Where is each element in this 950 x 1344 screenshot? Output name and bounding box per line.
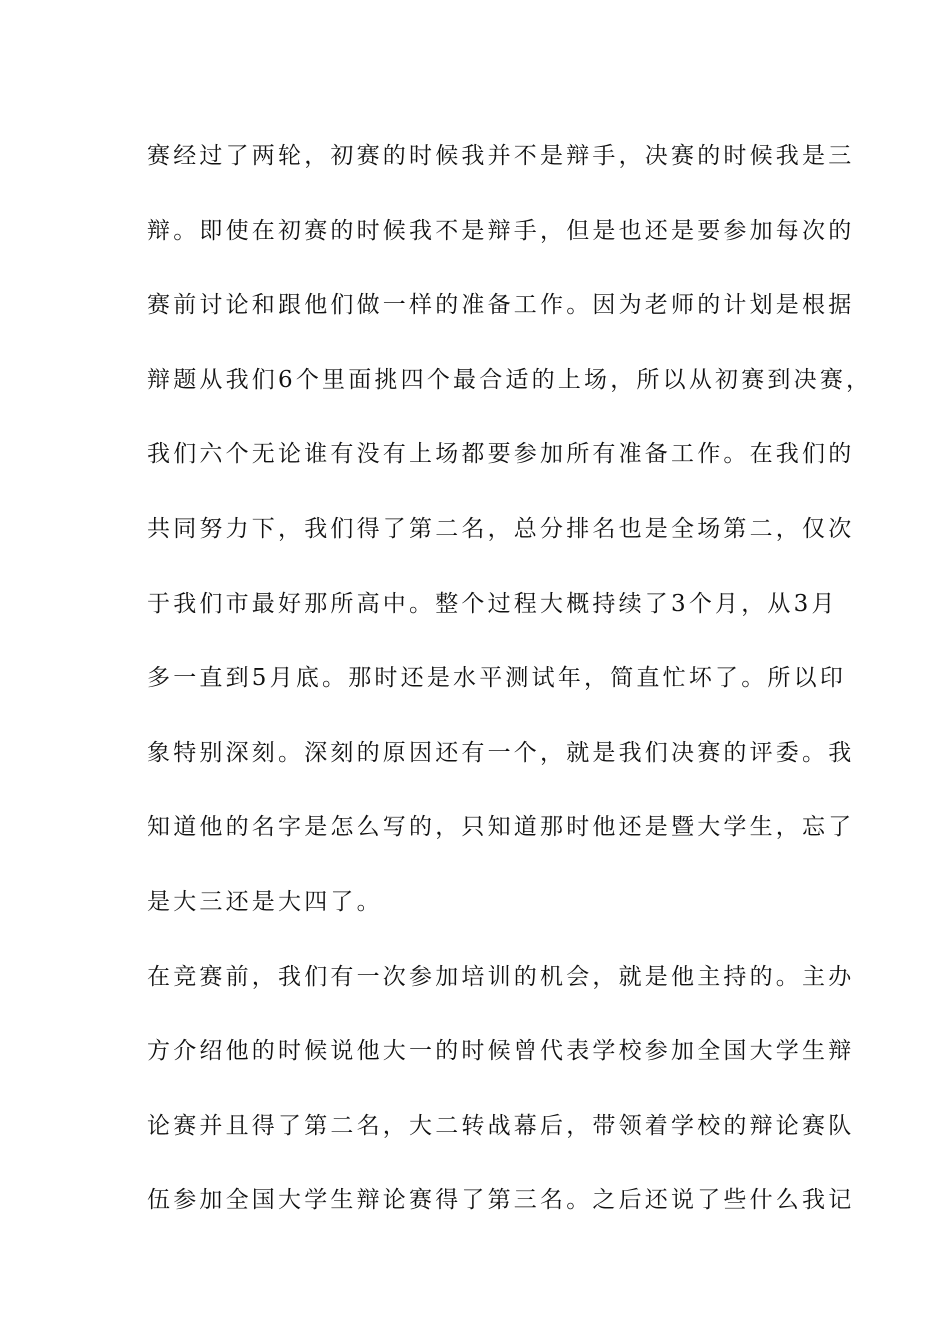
text-line: 多一直到5月底。那时还是水平测试年，简直忙坏了。所以印 [147,665,847,692]
text-line: 赛前讨论和跟他们做一样的准备工作。因为老师的计划是根据 [147,292,855,319]
text-line: 象特别深刻。深刻的原因还有一个，就是我们决赛的评委。我 [147,739,855,766]
text-line: 我们六个无论谁有没有上场都要参加所有准备工作。在我们的 [147,441,855,468]
text-line: 知道他的名字是怎么写的，只知道那时他还是暨大学生，忘了 [147,814,855,841]
text-line: 论赛并且得了第二名，大二转战幕后，带领着学校的辩论赛队 [147,1112,855,1139]
text-line: 方介绍他的时候说他大一的时候曾代表学校参加全国大学生辩 [147,1038,855,1065]
text-line: 赛经过了两轮，初赛的时候我并不是辩手，决赛的时候我是三 [147,143,855,169]
text-line: 伍参加全国大学生辩论赛得了第三名。之后还说了些什么我记 [147,1187,855,1214]
text-line: 是大三还是大四了。 [147,888,383,915]
text-line: 在竞赛前，我们有一次参加培训的机会，就是他主持的。主办 [147,963,855,990]
text-line: 辩。即使在初赛的时候我不是辩手，但是也还是要参加每次的 [147,217,855,244]
body-text [147,130,873,1249]
text-line: 辩题从我们6个里面挑四个最合适的上场，所以从初赛到决赛， [147,366,873,393]
text-line: 共同努力下，我们得了第二名，总分排名也是全场第二，仅次 [147,515,855,542]
text-line: 于我们市最好那所高中。整个过程大概持续了3个月，从3月 [147,590,838,617]
